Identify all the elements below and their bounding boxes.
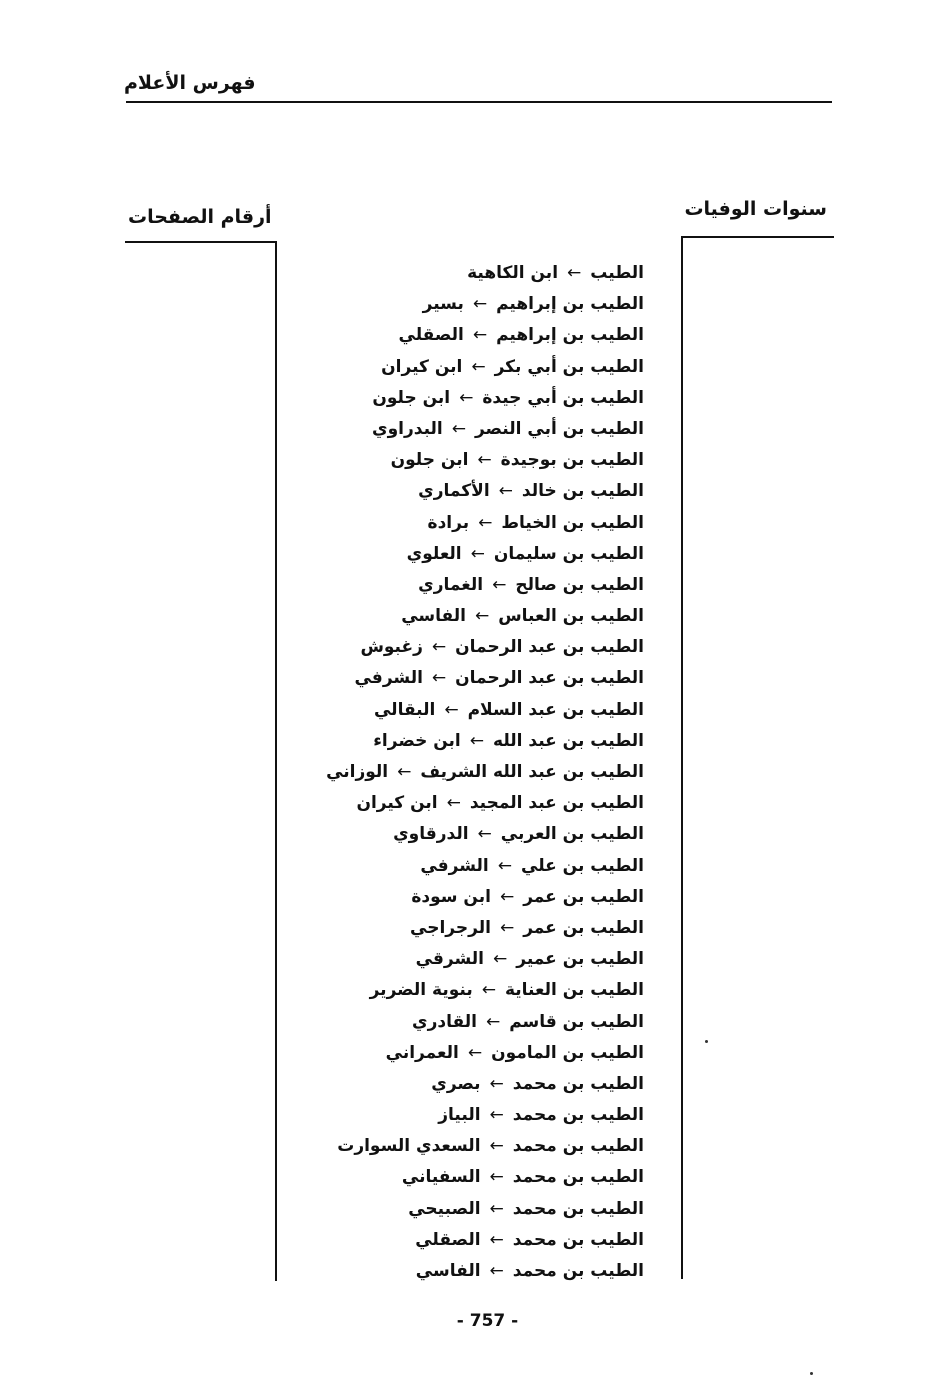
index-entry (326, 539, 644, 570)
entry-ref: بسير (422, 294, 464, 315)
entry-ref: الشرفي (354, 668, 423, 689)
arrow-icon: ← (489, 1198, 504, 1219)
index-entry (326, 663, 644, 694)
arrow-icon: ← (469, 730, 485, 751)
arrow-icon: ← (431, 637, 447, 658)
index-entry (326, 1069, 644, 1100)
entry-ref: بنوية الضرير (369, 980, 473, 1001)
scan-speck (705, 1040, 708, 1043)
page-numbers-column-rule (275, 241, 277, 1281)
entry-ref: الشرفي (420, 855, 489, 876)
entry-name: الطيب بن محمد (512, 1261, 644, 1281)
index-entry (326, 1007, 644, 1038)
entry-name: الطيب بن محمد (512, 1136, 644, 1157)
arrow-icon: ← (498, 481, 513, 502)
entry-ref: ابن سودة (411, 886, 491, 907)
entry-ref: الشرقي (415, 949, 484, 970)
entry-ref: البدراوي (371, 418, 443, 439)
entry-name: الطيب بن عبد المجيد (469, 793, 644, 814)
entry-ref: الغماري (418, 574, 484, 595)
arrow-icon: ← (467, 1042, 483, 1063)
arrow-icon: ← (489, 1073, 504, 1094)
entry-name: الطيب بن عبد الله الشريف (420, 762, 644, 782)
arrow-icon: ← (474, 606, 490, 627)
arrow-icon: ← (477, 824, 492, 845)
index-entry (326, 851, 644, 882)
arrow-icon: ← (470, 543, 485, 564)
arrow-icon: ← (472, 294, 488, 315)
arrow-icon: ← (472, 325, 488, 346)
arrow-icon: ← (492, 574, 507, 595)
entry-ref: ابن جلون (390, 450, 469, 471)
entry-ref: بصري (431, 1073, 481, 1094)
entry-name: الطيب بن محمد (512, 1073, 644, 1094)
index-entry (326, 476, 644, 507)
entry-name: الطيب بن عبد الرحمان (455, 637, 644, 658)
arrow-icon: ← (451, 418, 466, 439)
index-entry (326, 975, 644, 1006)
entry-name: الطيب بن المامون (491, 1042, 644, 1063)
entry-name: الطيب بن محمد (512, 1105, 644, 1126)
entry-name: الطيب بن أبي النصر (474, 418, 644, 439)
index-entry (326, 1131, 644, 1162)
index-entry (326, 445, 644, 476)
index-entry (326, 1100, 644, 1131)
index-entry (326, 258, 644, 289)
index-entry (326, 601, 644, 632)
entry-ref: السعدي السوارت (337, 1136, 481, 1157)
entry-ref: البقالي (373, 699, 436, 720)
entry-ref: العمراني (385, 1042, 459, 1063)
entry-name: الطيب بن محمد (512, 1198, 644, 1219)
arrow-icon: ← (446, 793, 461, 814)
entry-ref: الفاسي (415, 1261, 481, 1281)
index-entry (326, 695, 644, 726)
page-numbers-column-top-rule (125, 241, 277, 243)
entry-name: الطيب بن العربي (500, 824, 644, 845)
entry-name: الطيب بن عمر (523, 886, 644, 907)
entry-ref: السفياني (401, 1167, 481, 1188)
index-entry (326, 913, 644, 944)
index-entry (326, 508, 644, 539)
entry-ref: الدرقاوي (393, 824, 469, 845)
index-entry (326, 1256, 644, 1287)
death-years-column-rule (681, 236, 683, 1279)
index-entries-list (326, 258, 644, 1287)
entry-name: الطيب (590, 263, 644, 283)
entry-ref: ابن جلون (372, 387, 451, 408)
entry-ref: برادة (427, 512, 470, 533)
entry-name: الطيب بن خالد (521, 481, 644, 502)
index-entry (326, 726, 644, 757)
page-number: - 757 - (456, 1311, 519, 1331)
death-years-column-top-rule (681, 236, 834, 238)
arrow-icon: ← (567, 263, 582, 283)
entry-ref: الوزاني (326, 762, 389, 782)
scan-speck (810, 1372, 813, 1375)
arrow-icon: ← (499, 917, 515, 938)
entry-ref: الصقلي (415, 1229, 481, 1250)
entry-ref: زغبوش (360, 637, 423, 658)
entry-name: الطيب بن صالح (515, 574, 644, 595)
index-entry (326, 1194, 644, 1225)
entry-ref: الصقلي (398, 325, 464, 346)
entry-name: الطيب بن سليمان (493, 543, 644, 564)
header-rule (126, 101, 832, 103)
arrow-icon: ← (489, 1167, 504, 1188)
arrow-icon: ← (497, 855, 513, 876)
entry-name: الطيب بن عبد السلام (467, 699, 644, 720)
index-entry (326, 1038, 644, 1069)
index-entry (326, 757, 644, 788)
entry-ref: العلوي (406, 543, 462, 564)
arrow-icon: ← (397, 762, 412, 782)
arrow-icon: ← (493, 949, 508, 970)
index-entry (326, 1225, 644, 1256)
column-heading-page-numbers: أرقام الصفحات (128, 206, 272, 228)
index-entry (326, 570, 644, 601)
arrow-icon: ← (489, 1261, 504, 1281)
index-entry (326, 819, 644, 850)
entry-ref: ابن خضراء (373, 730, 461, 751)
arrow-icon: ← (489, 1105, 504, 1126)
entry-ref: القادري (412, 1011, 477, 1032)
entry-name: الطيب بن عمر (523, 917, 644, 938)
index-entry (326, 352, 644, 383)
index-entry (326, 882, 644, 913)
column-heading-death-years: سنوات الوفيات (684, 198, 827, 220)
entry-name: الطيب بن العناية (504, 980, 644, 1001)
arrow-icon: ← (477, 450, 492, 471)
running-head: فهرس الأعلام (124, 72, 256, 94)
index-entry (326, 788, 644, 819)
arrow-icon: ← (489, 1136, 504, 1157)
entry-ref: الفاسي (401, 606, 466, 627)
entry-ref: البياز (438, 1105, 481, 1126)
entry-name: الطيب بن الخياط (501, 512, 644, 533)
index-entry (326, 289, 644, 320)
entry-name: الطيب بن أبي بكر (494, 356, 644, 377)
index-entry (326, 632, 644, 663)
arrow-icon: ← (444, 699, 459, 720)
entry-name: الطيب بن عمير (516, 949, 644, 970)
arrow-icon: ← (485, 1011, 501, 1032)
entry-name: الطيب بن عبد الرحمان (455, 668, 644, 689)
entry-ref: الصبيحي (408, 1198, 481, 1219)
arrow-icon: ← (459, 387, 474, 408)
entry-name: الطيب بن عبد الله (493, 730, 644, 751)
arrow-icon: ← (478, 512, 493, 533)
index-entry (326, 383, 644, 414)
arrow-icon: ← (489, 1229, 504, 1250)
arrow-icon: ← (431, 668, 447, 689)
index-entry (326, 1162, 644, 1193)
entry-name: الطيب بن إبراهيم (496, 294, 644, 315)
entry-ref: الرجراجي (410, 917, 491, 938)
entry-name: الطيب بن محمد (512, 1167, 644, 1188)
entry-ref: الأكماري (418, 481, 490, 502)
index-entry (326, 320, 644, 351)
arrow-icon: ← (471, 356, 486, 377)
entry-name: الطيب بن قاسم (509, 1011, 644, 1032)
arrow-icon: ← (481, 980, 496, 1001)
index-entry (326, 944, 644, 975)
entry-name: الطيب بن إبراهيم (496, 325, 644, 346)
entry-ref: ابن كيران (381, 356, 463, 377)
entry-ref: ابن كيران (356, 793, 438, 814)
arrow-icon: ← (499, 886, 515, 907)
entry-name: الطيب بن أبي جيدة (482, 387, 644, 408)
entry-name: الطيب بن بوجيدة (500, 450, 644, 471)
entry-name: الطيب بن محمد (512, 1229, 644, 1250)
entry-ref: ابن الكاهية (467, 263, 559, 283)
entry-name: الطيب بن علي (521, 855, 644, 876)
entry-name: الطيب بن العباس (498, 606, 644, 627)
index-entry (326, 414, 644, 445)
